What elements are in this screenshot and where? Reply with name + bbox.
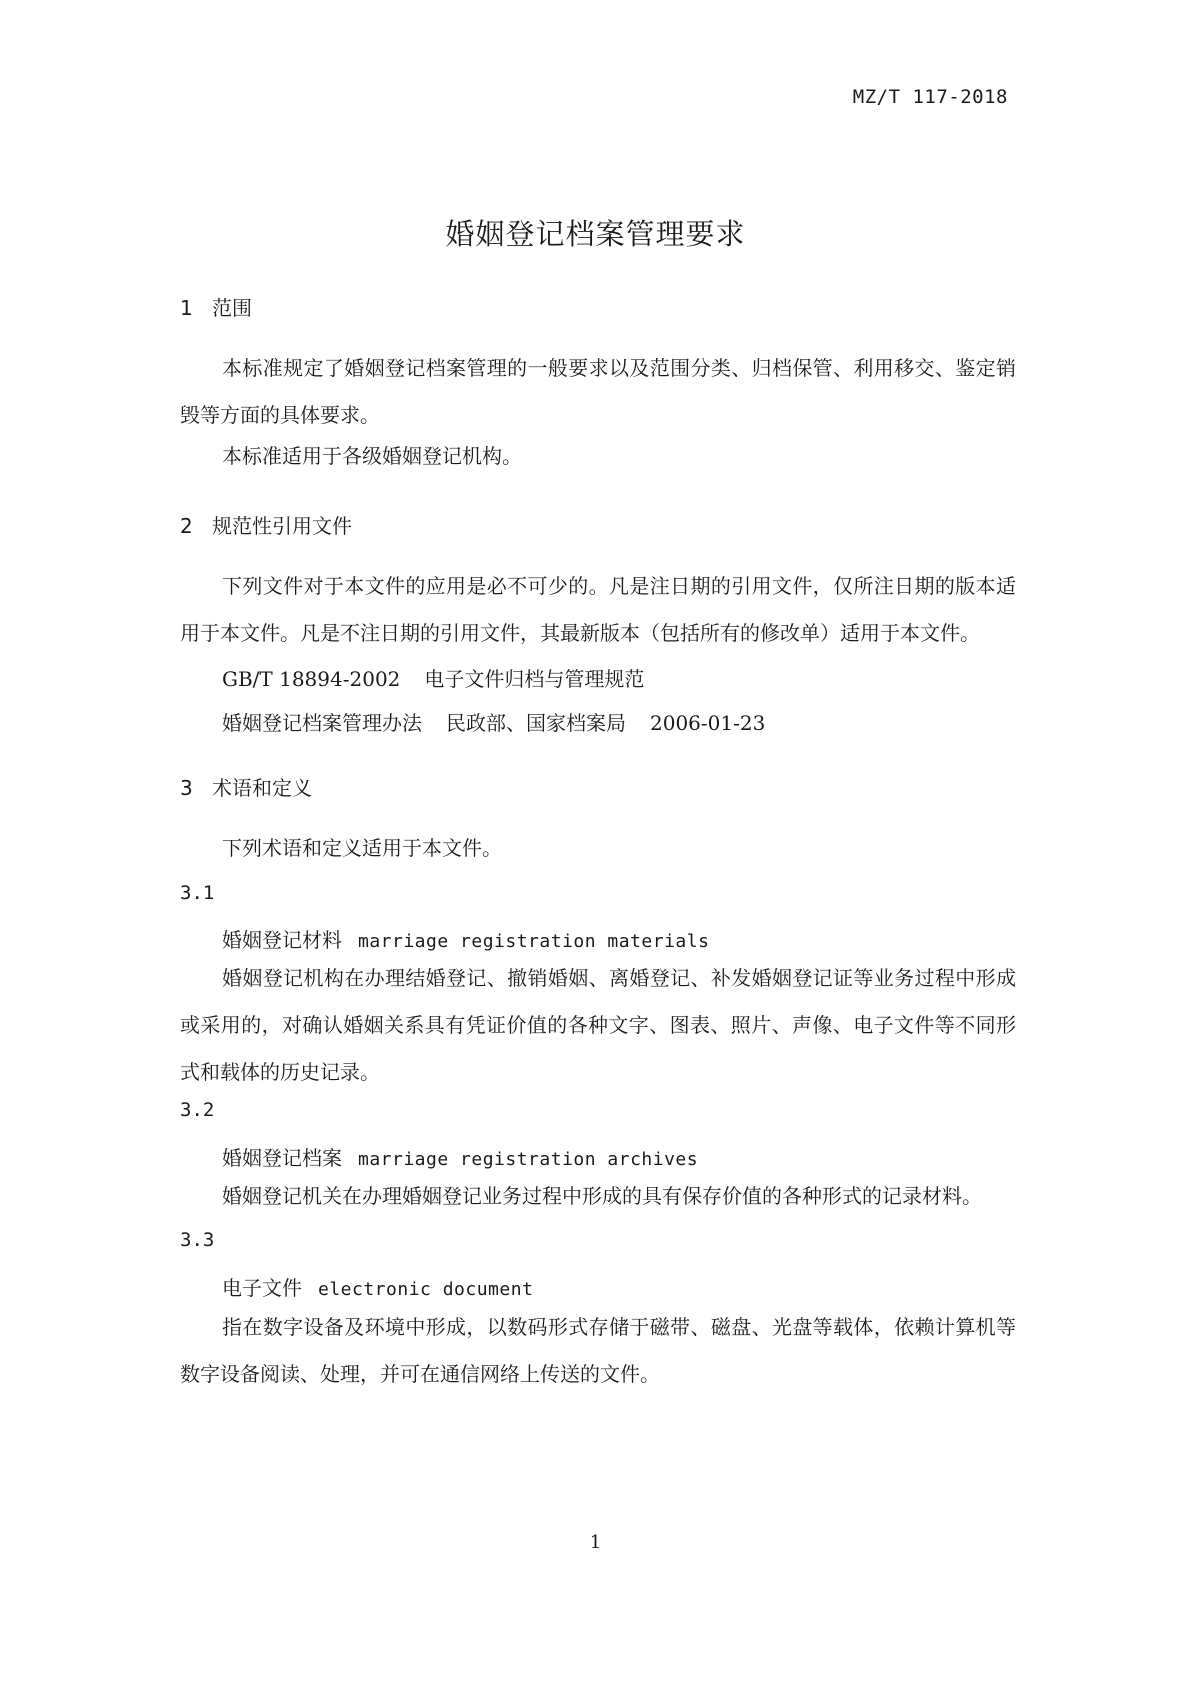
section-1-paragraph-2: 本标准适用于各级婚姻登记机构。 [222,444,522,468]
section-title: 范围 [212,296,252,320]
section-2-paragraph-1: 下列文件对于本文件的应用是必不可少的。凡是注日期的引用文件，仅所注日期的版本适用于本文件。凡是不注日期的引用文件，其最新版本（包括所有的修改单）适用于本文件。 [180,574,1016,645]
term-en: electronic document [318,1279,534,1300]
reference-name: 电子文件归档与管理规范 [424,667,645,691]
section-heading-2 [180,510,352,539]
section-title: 术语和定义 [212,776,312,800]
section-heading-3 [180,772,312,801]
reference-code: GB/T 18894-2002 [222,667,401,691]
reference-item-1 [222,663,644,692]
section-1-paragraph-1: 本标准规定了婚姻登记档案管理的一般要求以及范围分类、归档保管、利用移交、鉴定销毁等方面的具体要求。 [180,356,1016,427]
term-zh: 婚姻登记材料 [222,928,342,952]
section-title: 规范性引用文件 [212,514,352,538]
reference-date: 2006-01-23 [650,711,766,735]
term-number: 3.1 [180,882,215,904]
term-zh: 电子文件 [222,1276,302,1300]
reference-name: 民政部、国家档案局 [446,711,626,735]
term-entry [222,924,709,953]
term-zh: 婚姻登记档案 [222,1146,342,1170]
document-title: 婚姻登记档案管理要求 [445,217,746,251]
section-number: 1 [180,296,193,320]
term-definition: 指在数字设备及环境中形成，以数码形式存储于磁带、磁盘、光盘等载体，依赖计算机等数字设备阅读、处理，并可在通信网络上传送的文件。 [180,1315,1016,1386]
term-definition: 婚姻登记机构在办理结婚登记、撤销婚姻、离婚登记、补发婚姻登记证等业务过程中形成或采用的，对确认婚姻关系具有凭证价值的各种文字、图表、照片、声像、电子文件等不同形式和载体的历史记录。 [180,966,1016,1084]
reference-item-2 [222,707,765,736]
term-number: 3.2 [180,1099,215,1121]
term-en: marriage registration archives [358,1149,699,1170]
term-en: marriage registration materials [358,931,710,952]
term-number: 3.3 [180,1229,215,1251]
reference-code: 婚姻登记档案管理办法 [222,711,422,735]
section-heading-1 [180,292,252,321]
term-entry [222,1142,698,1171]
section-3-paragraph-1: 下列术语和定义适用于本文件。 [222,836,502,860]
section-number: 3 [180,776,193,800]
standard-code: MZ/T 117-2018 [852,86,1008,108]
term-entry [222,1272,533,1301]
section-number: 2 [180,514,193,538]
term-definition: 婚姻登记机关在办理婚姻登记业务过程中形成的具有保存价值的各种形式的记录材料。 [222,1184,982,1208]
page-number: 1 [589,1532,602,1553]
